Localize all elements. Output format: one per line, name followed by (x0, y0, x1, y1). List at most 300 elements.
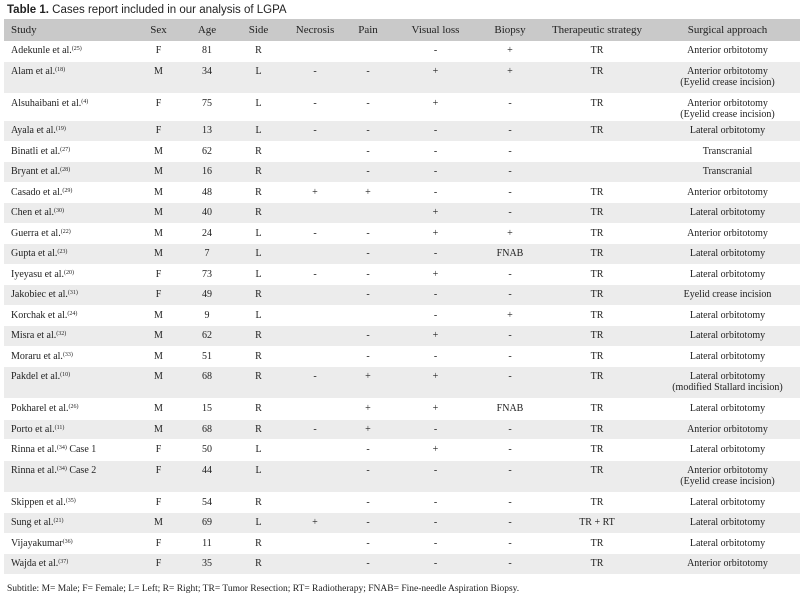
cell-biopsy-value: - (508, 330, 512, 341)
cell-necrosis-value (286, 41, 344, 45)
cell-study (4, 440, 136, 461)
cell-biopsy-value: - (508, 517, 512, 528)
study-name: Iyeyasu et al. (11, 268, 65, 280)
cell-surgical-approach (655, 41, 800, 62)
study-name: Skippen et al. (11, 496, 66, 508)
cell-pain-value: - (366, 330, 370, 341)
cell-biopsy (481, 203, 539, 224)
cell-necrosis-value: - (313, 66, 317, 77)
cell-biopsy (481, 264, 539, 285)
cell-pain-value: - (366, 350, 370, 362)
cell-biopsy (481, 244, 539, 265)
table-row (4, 305, 800, 326)
study-reference: (29) (62, 187, 73, 194)
cell-side (233, 460, 284, 492)
cell-biopsy (481, 513, 539, 534)
cell-therapeutic-strategy (539, 305, 655, 326)
cell-necrosis (284, 492, 346, 513)
cell-side-value: L (255, 227, 262, 239)
table-footnote: Subtitle: M= Male; F= Female; L= Left; R= Right; TR= Tumor Resection; RT= Radiotherapy; FNAB= Fine-needle Aspiration Biopsy. (7, 584, 520, 594)
cell-visual-loss-value: + (432, 268, 439, 280)
cell-pain (346, 492, 390, 513)
cell-age-value: 7 (204, 248, 210, 259)
cell-side-value: R (255, 186, 262, 198)
cell-biopsy-value: - (508, 125, 512, 136)
cell-necrosis (284, 203, 346, 224)
cell-sex-value: M (154, 350, 163, 362)
cell-age-value: 34 (202, 66, 212, 77)
cell-study (4, 264, 136, 285)
cell-visual-loss-value: - (433, 289, 438, 300)
study-reference: (18) (55, 67, 66, 73)
cell-therapeutic-strategy-value: TR (590, 186, 604, 198)
cell-pain (346, 223, 390, 244)
study-reference: (21) (53, 518, 64, 524)
cell-age-value: 50 (202, 444, 212, 455)
cell-necrosis-value: + (312, 517, 318, 528)
cell-side (233, 62, 284, 94)
study-reference: (10) (60, 372, 71, 378)
study-name: Wajda et al. (11, 558, 59, 569)
approach-text: Lateral orbitotomy (689, 403, 766, 414)
cell-sex (136, 182, 181, 203)
cell-pain (346, 460, 390, 492)
cell-pain (346, 203, 390, 224)
study-reference: (20) (64, 269, 75, 276)
cell-visual-loss (390, 182, 481, 203)
cell-therapeutic-strategy-value: TR (590, 496, 604, 508)
table-row (4, 367, 800, 399)
cell-biopsy-value: - (508, 444, 512, 455)
cell-surgical-approach (655, 554, 800, 575)
cell-sex-value: M (154, 330, 163, 341)
cell-visual-loss (390, 305, 481, 326)
cell-side-value: L (255, 309, 262, 321)
cell-sex (136, 440, 181, 461)
cell-necrosis (284, 285, 346, 306)
cell-side (233, 399, 284, 420)
cell-therapeutic-strategy (539, 182, 655, 203)
header-study: Study (11, 24, 37, 36)
cell-age (181, 223, 233, 244)
cell-surgical-approach (655, 141, 800, 162)
cell-visual-loss (390, 326, 481, 347)
cell-therapeutic-strategy (539, 62, 655, 94)
cell-necrosis-value (286, 306, 344, 310)
cell-side (233, 554, 284, 575)
study-name: Jakobiec et al. (11, 289, 68, 300)
cell-sex (136, 305, 181, 326)
study-name: Guerra et al. (11, 227, 61, 239)
cell-pain-value: - (366, 125, 370, 136)
cell-pain-value: + (365, 371, 371, 382)
table-row (4, 346, 800, 367)
header-side: Side (248, 24, 269, 36)
cell-therapeutic-strategy-value: TR (590, 268, 604, 280)
cell-sex-value: F (155, 496, 162, 508)
cell-pain (346, 121, 390, 142)
cell-visual-loss-value: - (433, 166, 438, 177)
approach-text: Transcranial (702, 145, 753, 157)
cell-age-value: 68 (202, 371, 212, 382)
cell-pain-value: - (366, 227, 370, 239)
study-reference: (34) (56, 445, 67, 451)
cell-study (4, 94, 136, 121)
cell-side (233, 94, 284, 121)
cell-age-value: 73 (202, 268, 212, 280)
cell-age-value: 16 (202, 166, 212, 177)
cell-biopsy (481, 41, 539, 62)
cell-study (4, 203, 136, 224)
cell-age (181, 399, 233, 420)
cell-biopsy-value: FNAB (496, 403, 524, 414)
cell-sex-value: M (154, 186, 163, 198)
cell-visual-loss-value: - (433, 537, 438, 549)
study-name: Rinna et al. (11, 444, 57, 455)
cell-necrosis (284, 305, 346, 326)
cell-therapeutic-strategy-value: TR (590, 207, 604, 218)
cell-surgical-approach (655, 399, 800, 420)
table-header-row (4, 19, 800, 41)
approach-text: Eyelid crease incision (683, 289, 772, 300)
cell-visual-loss (390, 492, 481, 513)
cell-necrosis-value: - (313, 227, 317, 239)
cell-necrosis (284, 460, 346, 492)
cell-visual-loss-value: - (433, 464, 438, 476)
cell-necrosis-value: - (313, 268, 317, 280)
cell-side-value: L (255, 125, 262, 136)
cell-pain (346, 182, 390, 203)
cell-necrosis (284, 326, 346, 347)
cell-surgical-approach (655, 346, 800, 367)
cell-sex-value: M (154, 227, 163, 239)
study-name: Gupta et al. (11, 248, 58, 259)
cell-side-value: L (255, 464, 262, 476)
table-row (4, 533, 800, 554)
cell-side (233, 419, 284, 440)
table-row (4, 326, 800, 347)
cell-surgical-approach (655, 513, 800, 534)
cell-necrosis (284, 440, 346, 461)
study-name: Alam et al. (11, 66, 56, 77)
cell-side-value: R (255, 423, 262, 435)
cell-side-value: R (255, 350, 262, 362)
study-name: Pakdel et al. (11, 371, 61, 382)
cell-study (4, 513, 136, 534)
cell-study (4, 419, 136, 440)
cell-necrosis-value (286, 461, 344, 465)
cell-biopsy-value: + (507, 45, 513, 56)
cell-surgical-approach (655, 244, 800, 265)
cell-sex-value: M (154, 371, 163, 382)
cell-age (181, 41, 233, 62)
cell-side-value: R (255, 289, 262, 300)
study-reference: (19) (55, 126, 66, 132)
cell-biopsy (481, 492, 539, 513)
cell-side-value: L (255, 268, 262, 280)
cell-pain (346, 285, 390, 306)
cell-therapeutic-strategy-value: TR (590, 227, 604, 239)
cell-side-value: L (255, 248, 262, 259)
cell-age-value: 69 (202, 517, 212, 528)
cell-biopsy (481, 182, 539, 203)
cell-pain-value: - (366, 444, 370, 455)
cell-biopsy-value: - (508, 423, 512, 435)
cell-surgical-approach (655, 264, 800, 285)
cell-visual-loss (390, 162, 481, 183)
approach-detail: (modified Stallard incision) (672, 382, 783, 393)
cell-biopsy-value: - (508, 537, 512, 549)
cell-study (4, 285, 136, 306)
cell-necrosis-value (286, 285, 344, 289)
cell-visual-loss (390, 285, 481, 306)
cell-necrosis (284, 182, 346, 203)
table-row (4, 440, 800, 461)
cell-study (4, 399, 136, 420)
study-case-label: Case 2 (69, 464, 97, 476)
cell-pain-value: - (366, 517, 370, 528)
cell-therapeutic-strategy (539, 223, 655, 244)
cell-biopsy (481, 223, 539, 244)
cell-biopsy-value: - (508, 186, 512, 198)
cell-age (181, 203, 233, 224)
cell-sex-value: M (154, 145, 163, 157)
cell-visual-loss-value: - (433, 145, 438, 157)
cell-age-value: 40 (202, 207, 212, 218)
study-name: Rinna et al. (11, 464, 57, 476)
header-pain: Pain (358, 24, 378, 36)
header-sex: Sex (150, 24, 167, 36)
cell-therapeutic-strategy (539, 460, 655, 492)
cell-necrosis-value (286, 142, 344, 146)
cell-age-value: 13 (202, 125, 212, 136)
cell-sex (136, 513, 181, 534)
cell-biopsy (481, 326, 539, 347)
cell-necrosis-value (286, 203, 344, 207)
table-row (4, 223, 800, 244)
study-reference: (25) (71, 46, 82, 52)
cell-biopsy-value: - (508, 166, 512, 177)
cell-therapeutic-strategy (539, 440, 655, 461)
cell-sex (136, 367, 181, 399)
header-biopsy: Biopsy (494, 24, 526, 36)
cell-therapeutic-strategy-value: TR (590, 66, 604, 77)
cell-age-value: 44 (202, 464, 212, 476)
cell-necrosis (284, 513, 346, 534)
cell-age-value: 62 (202, 145, 212, 157)
study-reference: (34) (56, 465, 67, 472)
study-reference: (33) (62, 351, 73, 358)
cell-study (4, 326, 136, 347)
cell-necrosis (284, 419, 346, 440)
header-surgical-approach: Surgical approach (687, 24, 768, 36)
cell-necrosis-value (286, 554, 344, 558)
cell-necrosis (284, 62, 346, 94)
cell-surgical-approach (655, 223, 800, 244)
header-visual-loss: Visual loss (411, 24, 460, 36)
cell-sex (136, 203, 181, 224)
approach-detail: (Eyelid crease incision) (680, 109, 775, 120)
cell-sex (136, 141, 181, 162)
cell-necrosis (284, 244, 346, 265)
cell-therapeutic-strategy (539, 94, 655, 121)
table-row (4, 264, 800, 285)
cell-sex-value: F (155, 98, 162, 109)
approach-text: Lateral orbitotomy (689, 125, 766, 136)
cell-side (233, 533, 284, 554)
study-name: Vijayakumar (11, 537, 63, 549)
cell-therapeutic-strategy (539, 285, 655, 306)
cell-sex (136, 94, 181, 121)
cell-necrosis-value (286, 493, 344, 497)
cell-sex-value: M (154, 248, 163, 259)
cell-pain-value (348, 306, 388, 310)
cell-sex (136, 41, 181, 62)
cell-age-value: 49 (202, 289, 212, 300)
cell-side-value: L (255, 444, 262, 455)
caption-label: Table 1. (7, 4, 49, 16)
approach-text: Anterior orbitotomy (687, 423, 768, 435)
cell-visual-loss (390, 440, 481, 461)
approach-text: Anterior orbitotomy (687, 186, 768, 198)
cell-age (181, 264, 233, 285)
table-caption (7, 4, 287, 16)
cell-sex (136, 162, 181, 183)
cell-necrosis-value (286, 162, 344, 166)
cell-visual-loss-value: + (432, 98, 439, 109)
cell-surgical-approach (655, 62, 800, 94)
cell-side-value: R (255, 537, 262, 549)
table-row (4, 162, 800, 183)
cell-side (233, 244, 284, 265)
study-name: Bryant et al. (11, 166, 61, 177)
cell-pain (346, 326, 390, 347)
cell-sex-value: M (154, 517, 163, 528)
cell-sex-value: M (154, 309, 163, 321)
study-reference: (24) (67, 310, 78, 317)
cell-sex-value: F (155, 537, 162, 549)
cell-therapeutic-strategy (539, 41, 655, 62)
cell-sex (136, 326, 181, 347)
cell-visual-loss (390, 419, 481, 440)
study-name: Adekunle et al. (11, 45, 72, 56)
table-row (4, 141, 800, 162)
cell-study (4, 182, 136, 203)
study-reference: (4) (81, 99, 89, 105)
cell-necrosis (284, 121, 346, 142)
cell-pain-value: - (366, 268, 370, 280)
cell-therapeutic-strategy-value: TR (590, 423, 604, 435)
cell-biopsy (481, 62, 539, 94)
cell-pain (346, 367, 390, 399)
cell-sex (136, 346, 181, 367)
cell-biopsy (481, 305, 539, 326)
cell-age-value: 48 (202, 186, 212, 198)
cell-biopsy (481, 440, 539, 461)
table-row (4, 399, 800, 420)
cell-therapeutic-strategy (539, 326, 655, 347)
cell-age (181, 492, 233, 513)
cell-age-value: 51 (202, 350, 212, 362)
cell-surgical-approach (655, 460, 800, 492)
cell-sex (136, 264, 181, 285)
cell-visual-loss (390, 367, 481, 399)
approach-text: Lateral orbitotomy (689, 496, 766, 508)
cell-pain (346, 346, 390, 367)
cell-biopsy-value: - (508, 289, 512, 300)
cell-surgical-approach (655, 203, 800, 224)
approach-detail: (Eyelid crease incision) (680, 77, 775, 88)
cell-therapeutic-strategy-value: TR (590, 309, 604, 321)
cell-pain (346, 419, 390, 440)
cell-therapeutic-strategy (539, 492, 655, 513)
cell-therapeutic-strategy-value: TR (590, 45, 604, 56)
cell-pain-value: - (366, 558, 370, 569)
cell-therapeutic-strategy-value: TR (590, 558, 604, 569)
approach-text: Lateral orbitotomy (689, 248, 766, 259)
cell-therapeutic-strategy (539, 203, 655, 224)
cell-therapeutic-strategy-value (541, 142, 653, 146)
cell-study (4, 533, 136, 554)
table-body (4, 41, 800, 574)
cell-therapeutic-strategy-value: TR (590, 371, 604, 382)
cell-side-value: R (255, 403, 262, 414)
cell-necrosis-value (286, 347, 344, 351)
cell-age-value: 68 (202, 423, 212, 435)
cell-study (4, 162, 136, 183)
cell-pain (346, 62, 390, 94)
cell-visual-loss (390, 244, 481, 265)
cell-pain-value: - (366, 66, 370, 77)
cell-study (4, 141, 136, 162)
table-row (4, 513, 800, 534)
table-row (4, 94, 800, 121)
cell-sex (136, 554, 181, 575)
cell-age (181, 367, 233, 399)
cell-sex (136, 419, 181, 440)
table-row (4, 419, 800, 440)
approach-detail: (Eyelid crease incision) (680, 475, 775, 487)
cell-biopsy (481, 533, 539, 554)
approach-text: Anterior orbitotomy (687, 66, 768, 77)
study-reference: (27) (60, 146, 71, 153)
cell-sex-value: F (155, 444, 162, 455)
cell-biopsy (481, 94, 539, 121)
cell-pain-value (348, 41, 388, 45)
cell-sex-value: M (154, 66, 163, 77)
cell-visual-loss (390, 203, 481, 224)
cell-necrosis (284, 367, 346, 399)
cell-biopsy-value: - (508, 558, 512, 569)
cell-therapeutic-strategy (539, 346, 655, 367)
cell-side (233, 203, 284, 224)
cell-biopsy (481, 285, 539, 306)
cell-visual-loss (390, 264, 481, 285)
cell-biopsy (481, 419, 539, 440)
cell-necrosis (284, 94, 346, 121)
cell-visual-loss-value: - (433, 248, 438, 259)
cell-pain (346, 162, 390, 183)
header-therapeutic-strategy: Therapeutic strategy (551, 24, 643, 36)
cell-biopsy (481, 162, 539, 183)
cell-necrosis (284, 141, 346, 162)
cell-visual-loss (390, 460, 481, 492)
cell-pain (346, 244, 390, 265)
cell-necrosis-value (286, 440, 344, 444)
cell-side (233, 326, 284, 347)
cell-surgical-approach (655, 440, 800, 461)
cell-necrosis-value: + (312, 186, 318, 198)
